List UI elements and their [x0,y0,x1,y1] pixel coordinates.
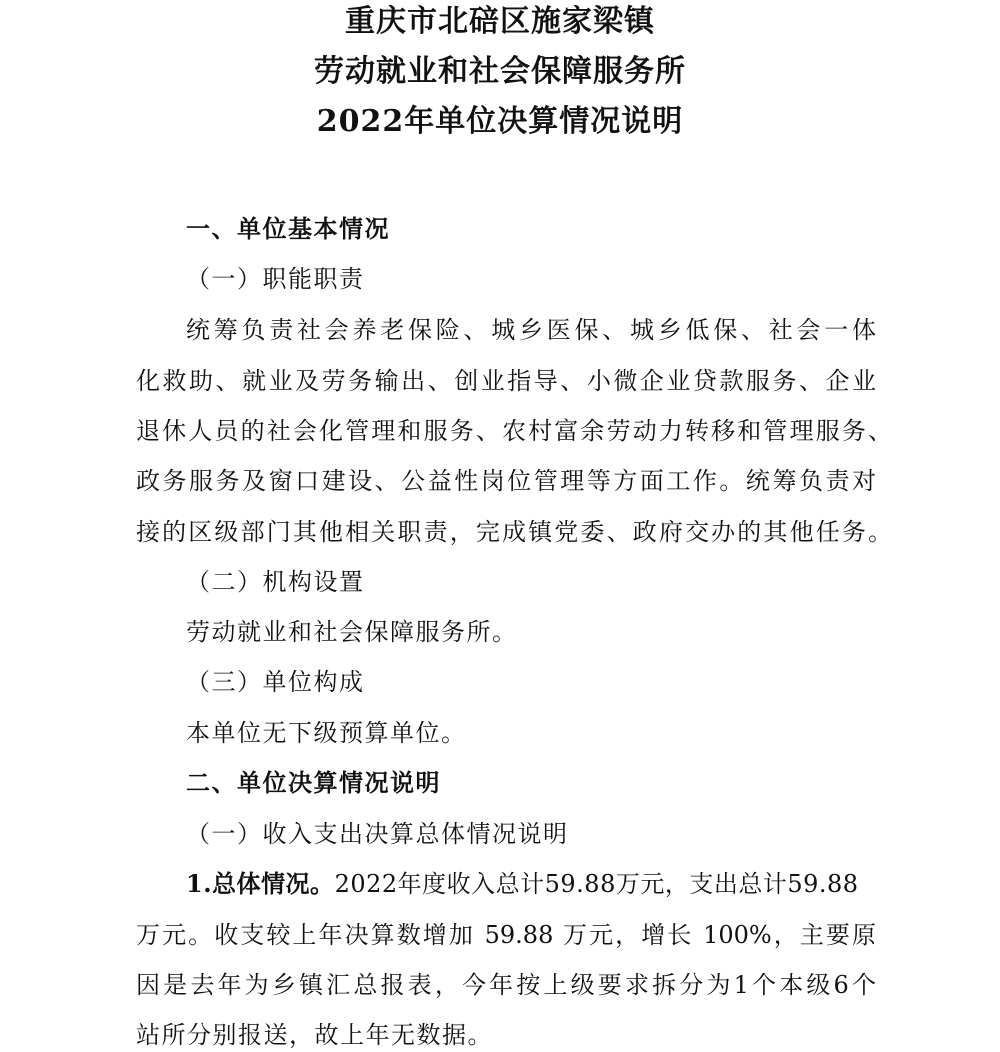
duties-paragraph-line-2: 化救助、就业及劳务输出、创业指导、小微企业贷款服务、企业 [136,367,876,395]
overall-situation-line-2: 万元。收支较上年决算数增加 59.88 万元，增长 100%，主要原 [136,921,876,949]
duties-paragraph-line-3: 退休人员的社会化管理和服务、农村富余劳动力转移和管理服务、 [136,417,892,445]
overall-situation-line-3: 因是去年为乡镇汇总报表，今年按上级要求拆分为1个本级6个 [136,971,876,999]
organization-setup-text: 劳动就业和社会保障服务所。 [186,618,518,646]
subsection-1-1-heading: （一）职能职责 [186,265,365,293]
document-title-line-1: 重庆市北碚区施家梁镇 [345,4,655,39]
overall-situation-line-1 [186,867,859,901]
subsection-1-2-heading: （二）机构设置 [186,568,365,596]
overall-situation-lead: 1.总体情况。 [186,869,335,898]
duties-paragraph-line-5: 接的区级部门其他相关职责，完成镇党委、政府交办的其他任务。 [136,518,892,546]
duties-paragraph-line-4: 政务服务及窗口建设、公益性岗位管理等方面工作。统筹负责对 [136,467,876,495]
overall-situation-text: 2022年度收入总计59.88万元，支出总计59.88 [334,870,859,898]
overall-situation-line-4: 站所分别报送，故上年无数据。 [136,1021,493,1049]
subsection-1-3-heading: （三）单位构成 [186,668,365,696]
document-title-line-2: 劳动就业和社会保障服务所 [314,54,686,89]
document-title-line-3: 2022年单位决算情况说明 [316,104,684,139]
section-1-heading: 一、单位基本情况 [186,214,390,243]
section-2-heading: 二、单位决算情况说明 [186,768,441,797]
subsection-2-1-heading: （一）收入支出决算总体情况说明 [186,820,569,848]
duties-paragraph-line-1: 统筹负责社会养老保险、城乡医保、城乡低保、社会一体 [186,316,876,344]
unit-composition-text: 本单位无下级预算单位。 [186,719,467,747]
